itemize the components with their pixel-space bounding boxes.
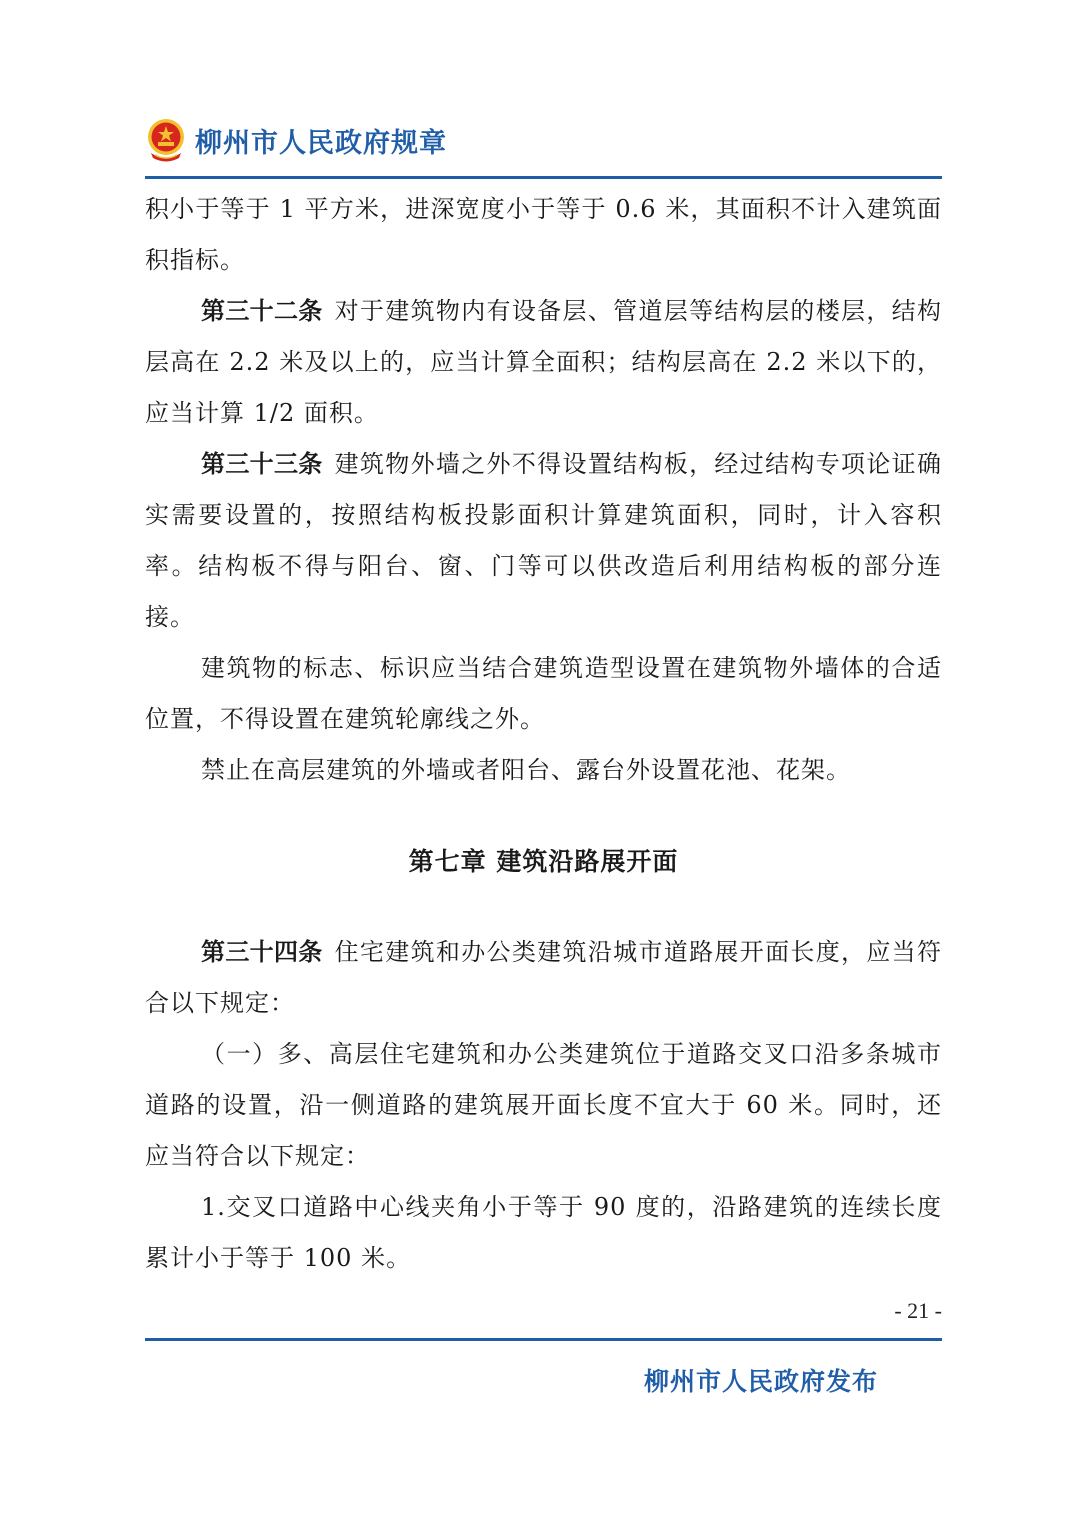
article-text: 住宅建筑和办公类建筑沿城市道路展开面长度，应当符合以下规定： xyxy=(145,938,943,1017)
document-body xyxy=(145,184,942,1284)
article-number: 第三十四条 xyxy=(201,938,323,966)
footer-publisher: 柳州市人民政府发布 xyxy=(643,1367,878,1396)
national-emblem-icon xyxy=(145,117,187,163)
page-header xyxy=(145,112,447,168)
paragraph-continuation: 积小于等于 1 平方米，进深宽度小于等于 0.6 米，其面积不计入建筑面积指标。 xyxy=(145,195,942,274)
article-34 xyxy=(145,927,942,1029)
list-item: （一）多、高层住宅建筑和办公类建筑位于道路交叉口沿多条城市道路的设置，沿一侧道路的建筑展开面长度不宜大于 60 米。同时，还应当符合以下规定： xyxy=(145,1040,942,1170)
article-number: 第三十二条 xyxy=(201,297,323,325)
article-number: 第三十三条 xyxy=(201,450,323,478)
article-text: 对于建筑物内有设备层、管道层等结构层的楼层，结构层高在 2.2 米及以上的，应当计算全面积；结构层高在 2.2 米以下的，应当计算 1/2 面积。 xyxy=(145,297,943,427)
article-33 xyxy=(145,439,942,643)
page-number: - 21 - xyxy=(894,1298,942,1323)
header-title: 柳州市人民政府规章 xyxy=(195,127,447,159)
article-text: 建筑物外墙之外不得设置结构板，经过结构专项论证确实需要设置的，按照结构板投影面积计算建筑面积，同时，计入容积率。结构板不得与阳台、窗、门等可以供改造后利用结构板的部分连接。 xyxy=(145,450,943,631)
sub-list-item: 1.交叉口道路中心线夹角小于等于 90 度的，沿路建筑的连续长度累计小于等于 100 米。 xyxy=(145,1193,942,1272)
paragraph-signs: 建筑物的标志、标识应当结合建筑造型设置在建筑物外墙体的合适位置，不得设置在建筑轮廓线之外。 xyxy=(145,654,942,733)
header-rule xyxy=(145,176,942,179)
paragraph-prohibit: 禁止在高层建筑的外墙或者阳台、露台外设置花池、花架。 xyxy=(201,756,851,784)
chapter-title: 第七章 建筑沿路展开面 xyxy=(408,847,679,876)
footer-rule xyxy=(145,1338,942,1341)
article-32 xyxy=(145,286,942,439)
